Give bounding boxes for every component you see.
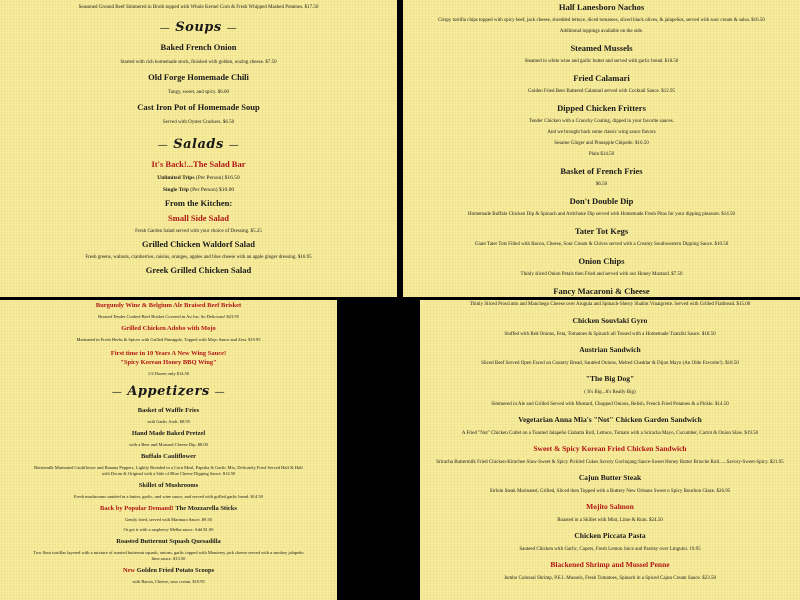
mushrooms-title: Skillet of Mushrooms xyxy=(138,482,199,489)
side-salad-desc: Fresh Garden Salad served with your choice of Dressing. $5.25 xyxy=(135,229,262,234)
soup-title: Baked French Onion xyxy=(160,42,237,52)
menu-page-top-right xyxy=(403,0,800,297)
menu-item-title: Onion Chips xyxy=(578,256,625,266)
menu-item-title: Vegetarian Anna Mia's "Not" Chicken Garden Sandwich xyxy=(518,415,702,424)
from-kitchen-label: From the Kitchen: xyxy=(164,198,233,208)
menu-page-bottom-left xyxy=(0,300,337,600)
waldorf-desc: Fresh greens, walnuts, cranberries, raisins, oranges, apples and blue cheese with an apple ginger dressing. $16.95 xyxy=(85,255,312,260)
soup-desc: Started with rich homemade stock, finished with golden, oozing cheese. $7.50 xyxy=(120,60,277,65)
wing-headline: First time in 10 Years A New Wing Sauce! xyxy=(110,350,227,357)
menu-item-title: Blackened Shrimp and Mussel Penne xyxy=(550,560,670,569)
menu-item-desc: Steamed in white wine and garlic butter and served with garlic bread. $18.50 xyxy=(524,59,679,64)
waffle-desc: with Garlic Aioli. $8.95 xyxy=(147,419,190,424)
soups-heading: — Soups — xyxy=(0,19,397,38)
menu-item-title: Austrian Sandwich xyxy=(579,345,641,354)
menu-item-desc: ( It's Big...It's Really Big) xyxy=(584,390,636,395)
brisket-desc: Braised Tender Cooked Beef Brisket Covered in Au Jus. So Delicious! $23.95 xyxy=(98,314,239,319)
quesadilla-title: Roasted Butternut Squash Quesadilla xyxy=(116,538,221,545)
adobo-title: Grilled Chicken Adobo with Mojo xyxy=(121,325,216,332)
cauliflower-title: Buffalo Cauliflower xyxy=(140,453,197,460)
salads-heading: — Salads — xyxy=(0,136,397,155)
menu-page-top-left xyxy=(0,0,397,297)
menu-item-title: Chicken Souvlaki Gyro xyxy=(572,316,648,325)
menu-item-title: Tater Tot Kegs xyxy=(574,226,629,236)
greek-title: Greek Grilled Chicken Salad xyxy=(145,265,252,275)
menu-item-desc: And we brought back some classic wing sauce flavors xyxy=(547,130,656,135)
brisket-title: Burgundy Wine & Belgium Ale Braised Beef Brisket xyxy=(95,302,242,309)
menu-item-desc: Stuffed with Red Onions, Feta, Tomatoes & Spinach all Tossed with a Homemade Tzatziki Sauce. $18.50 xyxy=(504,332,716,337)
menu-item-desc: Roasted in a Skillet with Mint, Lime & Rum. $24.50 xyxy=(557,518,663,523)
menu-item-title: Chicken Piccata Pasta xyxy=(574,531,646,540)
menu-item-desc: Crispy tortilla chips topped with spicy beef, jack cheese, shredded lettuce, diced tomatoes, sliced black olives, & jalapeños, served with sour cream & salsa. $16.50 xyxy=(438,18,765,23)
menu-item-desc: Jumbo Colossal Shrimp, P.E.I. Mussels, Fresh Tomatoes, Spinach in a Spiced Cajun Cream Sauce. $23.50 xyxy=(503,576,717,581)
cauliflower-desc: Buttermilk Marinated Cauliflower and Banana Peppers, Lightly Breaded in a Corn Meal, Paprika & Garlic Mix, Delicately Fried Served Half & Half with Doom & Original with a Side of Blue Cheese Dipping Sauce. $14.50 xyxy=(34,465,303,476)
adobo-desc: Marinated in Fresh Herbs & Spices with Grilled Pineapple, Topped with Mojo Sauce and Zest. $19.95 xyxy=(76,337,261,342)
quesadilla-desc: Two flour tortillas layered with a mixture of roasted butternut squash, onions, garlic topped with Monterey jack cheese served with a smokey jalapeño lime sauce. $13.50 xyxy=(33,550,304,561)
menu-item-desc: Sirloin Steak Marinated, Grilled, Sliced then Topped with a Buttery New Orleans Sweet n Spicy Bourbon Glaze. $26.95 xyxy=(489,489,731,494)
menu-item-title: "The Big Dog" xyxy=(585,374,635,383)
menu-item-title: Basket of French Fries xyxy=(560,166,643,176)
mozzarella-desc: Gently fried, served with Marinara Sauce. $9.50 xyxy=(125,517,212,522)
waffle-title: Basket of Waffle Fries xyxy=(137,407,200,414)
menu-item-desc: Giant Tater Tots Filled with Bacon, Cheese, Sour Cream & Chives served with a Creamy Southwestern Dipping Sauce. $10.50 xyxy=(474,242,729,247)
menu-item-desc: Tender Chicken with a Crunchy Coating, dipped in your favorite sauces. xyxy=(529,119,674,124)
side-salad-title: Small Side Salad xyxy=(168,213,229,223)
mozzarella-desc-alt: Or get it with a raspberry Melba sauce. Add $1.00 xyxy=(123,527,214,532)
intro-text: Seasoned Ground Beef Simmered in Broth topped with Whole Kernel Corn & Fresh Whipped Mashed Potatoes. $17.50 xyxy=(78,5,319,10)
wing-desc: 1/2 Dozen only $14.50 xyxy=(147,371,190,376)
soup-title: Old Forge Homemade Chili xyxy=(148,72,249,82)
unlimited-trips: Unlimited Trips (Per Person) $16.50 xyxy=(157,175,240,181)
soup-desc: Served with Oyster Crackers. $6.50 xyxy=(162,120,235,125)
pretzel-title: Hand Made Baked Pretzel xyxy=(131,430,206,437)
menu-item-desc: Thinly sliced Onion Petals then Fried and served with our Honey Mustard. $7.50 xyxy=(520,272,683,277)
menu-item-desc: Additional toppings available on the side. xyxy=(559,29,644,34)
appetizers-heading: — Appetizers — xyxy=(0,383,337,402)
mozzarella-title: Back by Popular Demand! The Mozzarella Sticks xyxy=(100,505,237,512)
scoops-desc: with Bacon, Cheese, sour cream. $10.95 xyxy=(132,579,205,584)
menu-item-title: Steamed Mussels xyxy=(570,43,633,53)
intro-text: Thinly Sliced Prosciutto and Manchego Cheese over Arugula and Spinach-Sherry Shallot Vinaigrette. Served with Grilled Flatbread. $15.00 xyxy=(469,302,751,307)
menu-item-desc: $6.50 xyxy=(595,182,608,187)
menu-item-desc: Sauteed Chicken with Garlic, Capers, Fresh Lemon Juice and Parsley over Linguini. 19.95 xyxy=(519,547,701,552)
menu-item-desc: Sliced Beef Served Open Faced on Country Bread, Sautéed Onions, Melted Cheddar & Dijon Mayo (An Olde Favorite!). $18.50 xyxy=(481,361,739,366)
wing-name: "Spicy Korean Honey BBQ Wing" xyxy=(120,359,217,366)
menu-item-title: Fancy Macaroni & Cheese xyxy=(553,286,650,296)
menu-page-bottom-right xyxy=(420,300,800,600)
waldorf-title: Grilled Chicken Waldorf Salad xyxy=(142,239,255,249)
menu-item-desc: Simmered in Ale and Grilled Served with Mustard, Chopped Onions, Relish, French Fried Potatoes & a Pickle. $14.50 xyxy=(491,402,729,407)
mushrooms-desc: Fresh mushrooms sautéed in a butter, garlic, and wine sauce, and served with grilled garlic bread. $14.50 xyxy=(74,494,263,499)
menu-item-desc: Sesame Ginger and Pineapple Chipotle. $16.50 xyxy=(554,141,649,146)
menu-item-title: Cajun Butter Steak xyxy=(578,473,642,482)
menu-item-title: Don't Double Dip xyxy=(569,196,634,206)
scoops-title: New Golden Fried Potato Scoops xyxy=(122,567,215,574)
menu-item-title: Mojito Salmon xyxy=(586,502,634,511)
menu-item-desc: Plain $14.50 xyxy=(588,152,615,157)
salad-bar-title: It's Back!...The Salad Bar xyxy=(151,159,246,169)
soup-desc: Tangy, sweet, and spicy. $6.00 xyxy=(168,90,229,95)
menu-item-title: Dipped Chicken Fritters xyxy=(557,103,646,113)
menu-item-desc: Homemade Buffalo Chicken Dip & Spinach and Artichoke Dip served with Homemade Fresh Pitas for your dipping pleasure. $14.50 xyxy=(467,212,736,217)
menu-item-desc: A Fried "Not" Chicken Cutlet on a Toasted Jalapeño Ciabatta Roll, Lettuce, Tomato with a Sriracha Mayo, Cucumber, Carrot & Onion Slaw. $19.50 xyxy=(461,431,759,436)
single-trip: Single Trip (Per Person) $10.00 xyxy=(162,187,235,193)
menu-item-title: Half Lanesboro Nachos xyxy=(558,2,645,12)
pretzel-desc: with a Beer and Mustard Cheese Dip. $8.00 xyxy=(129,442,208,447)
menu-item-desc: Golden Fried Beer Battered Calamari served with Cocktail Sauce. $12.95 xyxy=(527,89,676,94)
soup-title: Cast Iron Pot of Homemade Soup xyxy=(137,102,260,112)
menu-item-desc: Sriracha Buttermilk Fried Chicken-Kimchee Slaw-Sweet & Spicy Pickled Cukes Savory Gochujang Sauce-Sweet Honey Butter Brioche Roll......Savory-Sweet-Spicy. $21.95 xyxy=(436,460,784,465)
menu-item-title: Sweet & Spicy Korean Fried Chicken Sandwich xyxy=(533,444,687,453)
menu-item-title: Fried Calamari xyxy=(573,73,630,83)
